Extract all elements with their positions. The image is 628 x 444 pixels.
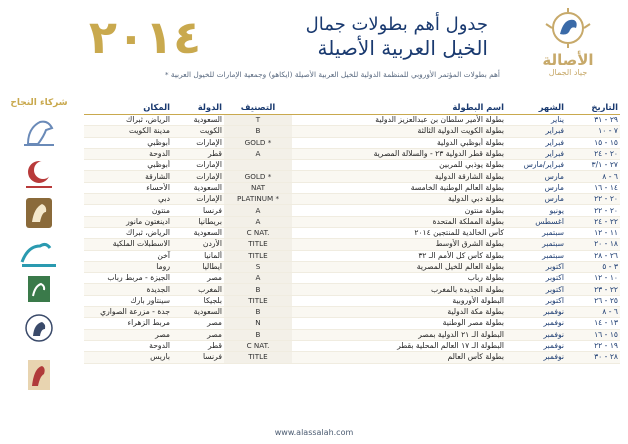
cell-date: ٦ - ٨ <box>566 171 620 182</box>
cell-month: فبراير <box>506 126 566 137</box>
table-row <box>84 137 620 148</box>
cell-classification: B <box>224 307 292 318</box>
cell-classification: N <box>224 318 292 329</box>
table-row <box>84 216 620 227</box>
table-row <box>84 273 620 284</box>
cell-championship: البطولة الـ ١٧ العالم المحلية بقطر <box>292 340 506 351</box>
cell-country: الإمارات <box>172 171 224 182</box>
cell-championship: بطولة الأمير سلطان بن عبدالعزيز الدولية <box>292 115 506 126</box>
cell-championship: بطولة الشارقة الدولية <box>292 171 506 182</box>
brand-subtitle: جياد الجمال <box>548 68 588 77</box>
cell-place: باريس <box>84 352 172 363</box>
cell-month: نوفمبر <box>506 307 566 318</box>
page-title-line-1: جدول أهم بطولات جمال <box>305 14 488 35</box>
cell-country: بريطانيا <box>172 216 224 227</box>
cell-date: ١٥ - ١٦ <box>566 329 620 340</box>
page-title-line-2: الخيل العربية الأصيلة <box>317 36 488 60</box>
cell-month: يونيو <box>506 205 566 216</box>
header-championship: اسم البطولة <box>292 100 506 115</box>
cell-month: اكتوبر <box>506 295 566 306</box>
cell-championship: بطولة الجديدة بالمغرب <box>292 284 506 295</box>
table-row <box>84 182 620 193</box>
cell-country: الإمارات <box>172 194 224 205</box>
cell-place: دبي <box>84 194 172 205</box>
cell-championship: البطولة الأوروبية <box>292 295 506 306</box>
cell-place: الشارقة <box>84 171 172 182</box>
table-row <box>84 115 620 126</box>
horse-line-icon <box>14 236 64 272</box>
partner-logo-6 <box>14 312 64 348</box>
header-date: التاريخ <box>566 100 620 115</box>
horse-banner-icon <box>14 358 64 394</box>
table-row <box>84 239 620 250</box>
cell-championship: بطولة قطر الدولية ٢٣ - والسلالة المصرية <box>292 148 506 159</box>
table-row <box>84 284 620 295</box>
cell-classification: A <box>224 148 292 159</box>
cell-championship: بطولة أبوظبي الدولية <box>292 137 506 148</box>
cell-classification: T <box>224 115 292 126</box>
cell-classification: TITLE <box>224 239 292 250</box>
cell-month: اكتوبر <box>506 261 566 272</box>
cell-date: ١٥ - ١٥ <box>566 137 620 148</box>
cell-championship: بطولة العالم الوطنية الخامسة <box>292 182 506 193</box>
cell-country: قطر <box>172 340 224 351</box>
cell-place: الرياض، ثبراك <box>84 227 172 238</box>
cell-classification: GOLD * <box>224 171 292 182</box>
partner-logo-7 <box>14 358 64 394</box>
partner-logo-5 <box>14 272 64 308</box>
cell-championship: بطولة منتون <box>292 205 506 216</box>
gate-icon <box>14 272 64 308</box>
cell-month: اكتوبر <box>506 284 566 295</box>
cell-month: نوفمبر <box>506 340 566 351</box>
crescent-icon <box>14 156 64 192</box>
cell-championship: كأس الخالدية للمنتجين ٢٠١٤ <box>292 227 506 238</box>
cell-place: مصر <box>84 329 172 340</box>
cell-classification: A <box>224 216 292 227</box>
cell-country: بلجيكا <box>172 295 224 306</box>
cell-classification: TITLE <box>224 295 292 306</box>
header-classification: التصنيف <box>224 100 292 115</box>
cell-month: مارس <box>506 182 566 193</box>
cell-classification: A <box>224 205 292 216</box>
cell-month: نوفمبر <box>506 318 566 329</box>
cell-date: ٢٢ - ٢٤ <box>566 216 620 227</box>
cell-classification: PLATINUM * <box>224 194 292 205</box>
cell-country: الإمارات <box>172 137 224 148</box>
header-note: أهم بطولات المؤتمر الأوروبي للمنظمة الدولية للخيل العربية الأصيلة (ايكاهو) وجمعية الإمارات للخيول العربية * <box>164 70 500 79</box>
table-row <box>84 352 620 363</box>
cell-country: السعودية <box>172 182 224 193</box>
cell-championship: البطولة الـ ٢١ الدولية بمصر <box>292 329 506 340</box>
cell-date: ١٤ - ١٦ <box>566 182 620 193</box>
partner-logo-1 <box>14 114 64 150</box>
cell-place: سينتاور بارك <box>84 295 172 306</box>
partner-logo-3 <box>14 196 64 232</box>
cell-country: قطر <box>172 148 224 159</box>
cell-month: فبراير/مارس <box>506 160 566 171</box>
horse-shield-icon <box>14 196 64 232</box>
cell-date: ٢٠ - ٢٢ <box>566 194 620 205</box>
cell-championship: بطولة رباب <box>292 273 506 284</box>
cell-classification: C NAT. <box>224 340 292 351</box>
header-month: الشهر <box>506 100 566 115</box>
cell-classification: S <box>224 261 292 272</box>
cell-place: جدة - مزرعة الصواري <box>84 307 172 318</box>
cell-country: الإمارات <box>172 160 224 171</box>
horse-emblem-icon <box>538 8 598 48</box>
table-row <box>84 126 620 137</box>
cell-championship: بطولة دبي الدولية <box>292 194 506 205</box>
table-row <box>84 295 620 306</box>
table-row <box>84 250 620 261</box>
cell-country: فرنسا <box>172 205 224 216</box>
partner-logo-4 <box>14 236 64 272</box>
championship-schedule-table <box>84 100 620 364</box>
table-row <box>84 340 620 351</box>
cell-date: ٢٥ - ٢٦ <box>566 295 620 306</box>
cell-classification: TITLE <box>224 250 292 261</box>
cell-country: الكويت <box>172 126 224 137</box>
cell-month: اغسطس <box>506 216 566 227</box>
cell-country: السعودية <box>172 227 224 238</box>
cell-championship: بطولة مكة الدولية <box>292 307 506 318</box>
brand-logo <box>522 8 614 78</box>
table-row <box>84 171 620 182</box>
cell-month: سبتمبر <box>506 227 566 238</box>
cell-place: روما <box>84 261 172 272</box>
cell-classification <box>224 160 292 171</box>
table-row <box>84 318 620 329</box>
table-header-row <box>84 100 620 115</box>
cell-championship: بطولة يوذبي للمربين <box>292 160 506 171</box>
cell-place: آخن <box>84 250 172 261</box>
cell-championship: بطولة كأس العالم <box>292 352 506 363</box>
cell-place: ادينغتون مانور <box>84 216 172 227</box>
cell-classification: C NAT. <box>224 227 292 238</box>
cell-country: السعودية <box>172 307 224 318</box>
cell-date: ٧ - ١٠ <box>566 126 620 137</box>
table-row <box>84 307 620 318</box>
cell-championship: بطولة العالم للخيل المصرية <box>292 261 506 272</box>
cell-country: مصر <box>172 318 224 329</box>
cell-month: سبتمبر <box>506 239 566 250</box>
cell-date: ١٣ - ١٤ <box>566 318 620 329</box>
cell-place: الرياض، ثبراك <box>84 115 172 126</box>
cell-championship: بطولة مصر الوطنية <box>292 318 506 329</box>
cell-country: مصر <box>172 273 224 284</box>
cell-place: منتون <box>84 205 172 216</box>
table-row <box>84 160 620 171</box>
cell-month: نوفمبر <box>506 352 566 363</box>
cell-place: الاسطبلات الملكية <box>84 239 172 250</box>
table-row <box>84 205 620 216</box>
cell-classification: GOLD * <box>224 137 292 148</box>
cell-place: مربط الزهراء <box>84 318 172 329</box>
cell-country: مصر <box>172 329 224 340</box>
table-row <box>84 227 620 238</box>
table-row <box>84 148 620 159</box>
cell-month: يناير <box>506 115 566 126</box>
header-place: المكان <box>84 100 172 115</box>
cell-date: ٢٩ - ٣١ <box>566 115 620 126</box>
cell-classification: B <box>224 126 292 137</box>
cell-classification: B <box>224 284 292 295</box>
year-heading: ٢٠١٤ <box>88 10 202 64</box>
cell-championship: بطولة كأس كل الأمم الـ ٣٢ <box>292 250 506 261</box>
cell-date: ٢٦ - ٢٨ <box>566 250 620 261</box>
cell-classification: A <box>224 273 292 284</box>
cell-place: الأحساء <box>84 182 172 193</box>
cell-date: ٢٧ - ٣/١ <box>566 160 620 171</box>
cell-place: الجديدة <box>84 284 172 295</box>
cell-month: فبراير <box>506 148 566 159</box>
horse-circle-icon <box>14 312 64 348</box>
brand-name: الأصالة <box>542 51 594 69</box>
cell-country: فرنسا <box>172 352 224 363</box>
cell-date: ١١ - ١٢ <box>566 227 620 238</box>
table-row <box>84 329 620 340</box>
cell-month: فبراير <box>506 137 566 148</box>
cell-date: ٢٠ - ٢٤ <box>566 148 620 159</box>
header-country: الدولة <box>172 100 224 115</box>
cell-country: المغرب <box>172 284 224 295</box>
cell-month: مارس <box>506 194 566 205</box>
cell-place: الجيزة - مربط رباب <box>84 273 172 284</box>
cell-date: ٣ - ٥ <box>566 261 620 272</box>
table-row <box>84 194 620 205</box>
partner-logo-2 <box>14 156 64 192</box>
cell-place: أبوظبي <box>84 137 172 148</box>
cell-place: الدوحة <box>84 148 172 159</box>
cell-classification: NAT <box>224 182 292 193</box>
website-url: www.alassalah.com <box>274 428 354 437</box>
cell-championship: بطولة المملكة المتحدة <box>292 216 506 227</box>
cell-classification: TITLE <box>224 352 292 363</box>
cell-championship: بطولة الكويت الدولية الثالثة <box>292 126 506 137</box>
cell-date: ٢٠ - ٢٢ <box>566 205 620 216</box>
cell-date: ٢٨ - ٣٠ <box>566 352 620 363</box>
cell-place: مدينة الكويت <box>84 126 172 137</box>
cell-date: ٢٢ - ٢٣ <box>566 284 620 295</box>
cell-country: الأردن <box>172 239 224 250</box>
cell-month: اكتوبر <box>506 273 566 284</box>
cell-date: ١٩ - ٢٢ <box>566 340 620 351</box>
horse-head-icon <box>14 114 64 150</box>
cell-country: السعودية <box>172 115 224 126</box>
cell-country: ألمانيا <box>172 250 224 261</box>
cell-classification: B <box>224 329 292 340</box>
cell-championship: بطولة الشرق الأوسط <box>292 239 506 250</box>
cell-date: ١٨ - ٢٠ <box>566 239 620 250</box>
cell-country: ايطاليا <box>172 261 224 272</box>
table-row <box>84 261 620 272</box>
partners-heading: شركاء النجاح <box>10 98 68 108</box>
cell-place: أبوظبي <box>84 160 172 171</box>
cell-date: ١٠ - ١٢ <box>566 273 620 284</box>
cell-month: سبتمبر <box>506 250 566 261</box>
cell-date: ٦ - ٨ <box>566 307 620 318</box>
cell-month: مارس <box>506 171 566 182</box>
cell-month: نوفمبر <box>506 329 566 340</box>
cell-place: الدوحة <box>84 340 172 351</box>
